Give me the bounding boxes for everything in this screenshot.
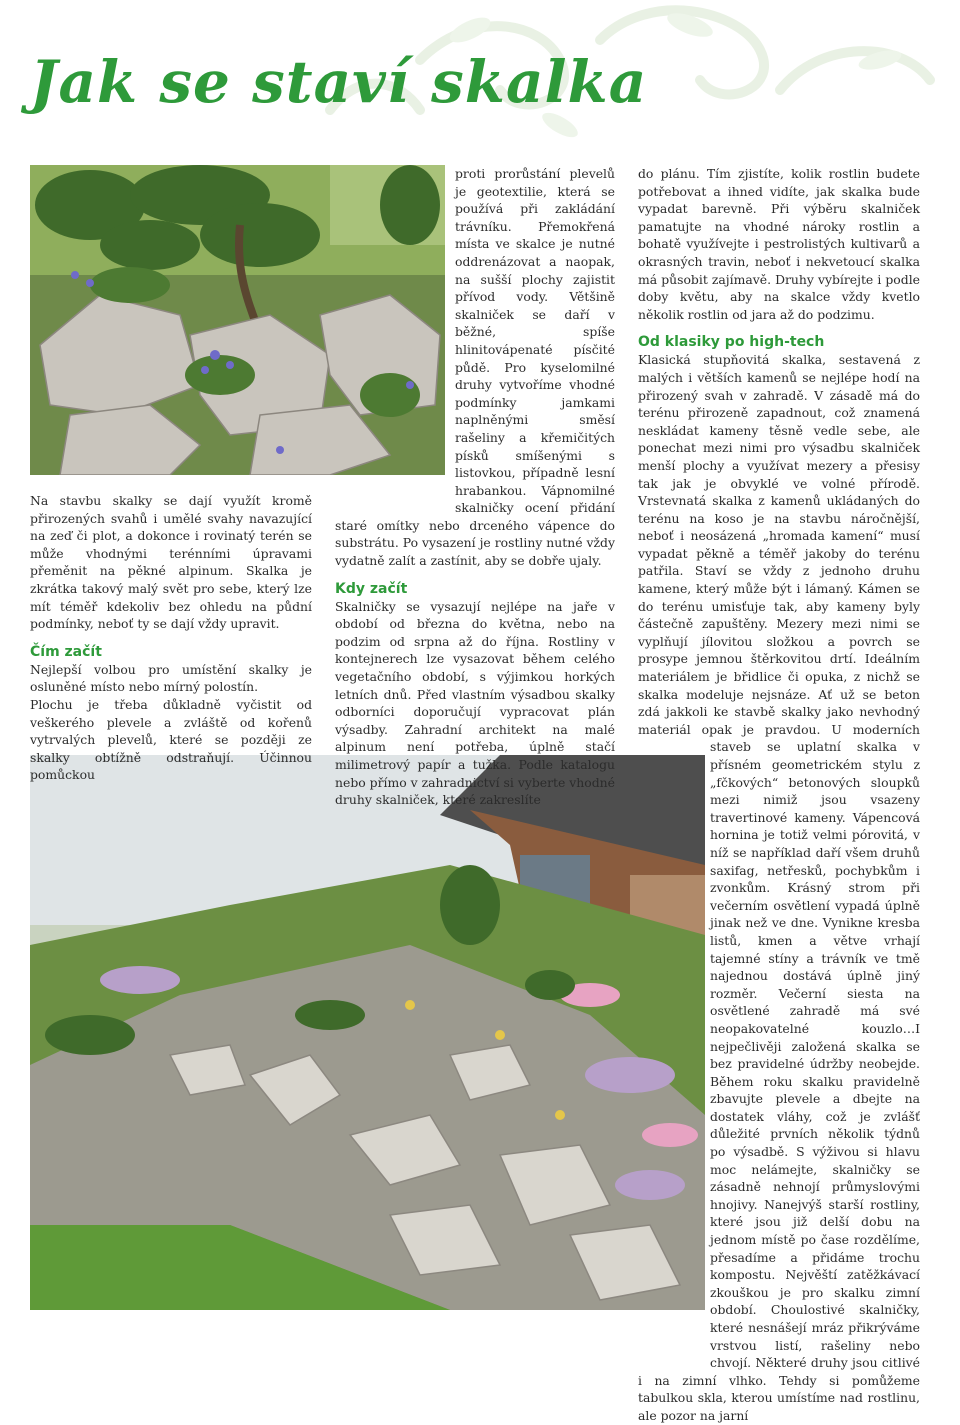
column-1	[30, 492, 312, 784]
column-3-paragraph-1: do plánu. Tím zjistíte, kolik rostlin budete potřebovat a ihned vidíte, jak skalka bude vypadat barevně. Při výběru skalniček pamatujte na vhodné nároky rostlin a bohatě využívejte i pestrolistých kultivarů a okrasných travin, neboť i nekvetoucí skalka má působit zajímavě. Druhy vybírejte i podle doby květu, aby na skalce vždy kvetlo několik rostlin od jara až do podzimu.	[638, 166, 920, 322]
column-2-paragraph-1: proti prorůstání plevelů je geotextilie, která se používá při zakládání trávníku. Přemokřená místa ve skalce je nutné oddrenázovat a naopak, na sušší plochy zajistit přívod vody. Většině skalniček se daří v běžné, spíše hlinitovápenaté písčité půdě. Pro kyselomilné druhy vytvoříme vhodné podmínky jamkami naplněnými směsí rašeliny a křemičitých písků smíšenými s listovkou, případně lesní hrabankou. Vápnomilné skalničky ocení přidání staré omítky nebo drceného vápence do substrátu. Po vysazení je rostliny nutné vždy vydatně zalít a zastínit, aby se dobře ujaly.	[335, 166, 615, 569]
page-title: Jak se staví skalka	[30, 48, 648, 116]
intro-paragraph: Na stavbu skalky se dají využít kromě přirozených svahů i umělé svahy navazující na zeď či plot, a dokonce i rovinatý terén se může vhodnými terénními úpravami přeměnit na pěkné alpinum. Skalka je zkrátka takový malý svět pro sebe, který lze mít téměř kdekoliv bez ohledu na půdní podmínky, neboť ty se dají vždy upravit.	[30, 493, 312, 632]
rock-garden-photo-bottom	[30, 755, 705, 1310]
column-3-paragraph-2	[638, 351, 920, 1424]
column-3	[638, 165, 920, 1425]
heading-od-klasiky: Od klasiky po high-tech	[638, 334, 825, 351]
body-paragraph: Plochu je třeba důkladně vyčistit od veškerého plevele a zvláště od kořenů vytrvalých plevelů, které se později ze skalky obtížně odstraňují. Účinnou pomůckou	[30, 696, 312, 783]
column-3-paragraph-2-text: Klasická stupňovitá skalka, sestavená z malých i větších kamenů se nejlépe hodí na přirozený svah v zahradě. V zásadě má do terénu přirozeně zapadnout, což znamená neskládat kameny těsně vedle sebe, ale ponechat mezi nimi pro výsadbu skalniček menší plochy a využívat mezery a přesisy tak jak je obvyklé ve volné přírodě. Vrstevnatá skalka z kamenů ukládaných do terénu na koso je na stavbu náročnější, neboť i neosázená „hromada kamení“ musí vypadat pěkně a téměř jakoby do terénu patřila. Staví se vždy z jednoho druhu kamene, který může být i lámaný. Kámen se do terénu umisťuje tak, aby kameny byly částečně zapuštěny. Mezery mezi nimi se vyplňují jílovitou složkou a povrch se prosype jemnou štěrkovitou drtí. Ideálním materiálem je břidlice či opuka, z nichž se skalka modeluje nejsnáze. Ať už se beton zdá jakkoli ke stavbě skalky jako nevhodný materiál opak je pravdou. U moderních staveb se uplatní skalka v přísném geometrickém stylu z „fčkových“ betonových sloupků mezi nimiž jsou vsazeny travertinové kameny. Vápencová hornina je totiž velmi pórovitá, v níž se například daří všem druhů saxifag, netřesků, pochybkům i zvonkům. Krásný strom při večerním osvětlení vypadá úplně jinak než ve dne. Vynikne kresba listů, kmen a větve vrhají tajemné stíny a trávník ve tmě najednou dostává úplně jiný rozměr. Večerní siesta na osvětlené zahradě má své neopakovatelné kouzlo…I nejpečlivěji založená skalka se bez pravidelné údržby neobejde. Během roku skalku pravidelně zbavujte plevele a dbejte na dostatek vláhy, což je zvlášť důležité prvních několik týdnů po výsadbě. S výživou si hlavu moc nelámejte, skalničky se zásadně nehnojí průmyslovými hnojivy. Nanejvýš starší rostliny, které jsou již delší dobu na jednom místě po čase rozdělíme, přesadíme a přidáme trochu kompostu. Nejvěští zatěžkávací zkouškou je pro skalku zimní období. Choulostivé skalničky, které nesnášejí mráz přikrýváme vrstvou listí, rašeliny nebo chvojí. Některé druhy jsou citlivé i na zimní vlhko. Tehdy si pomůžeme tabulkou skla, kterou umístíme nad rostlinu, ale pozor na jarní	[638, 352, 920, 1423]
heading-cim-zacit: Čím začít	[30, 643, 102, 660]
column-2-paragraph-2: Skalničky se vysazují nejlépe na jaře v období od března do května, nebo na podzim od srpna až do října. Rostliny v kontejnerech lze vysazovat během celého vegetačního období, s výjimkou horkých letních dnů. Před vlastním výsadbou skalky odborníci doporučují vypracovat plán výsadby. Zahradní architekt na malé alpinum není potřeba, úplně stačí milimetrový papír a tužka. Podle katalogu nebo přímo v zahradnictví si vyberte vhodné druhy skalniček, které zakreslíte	[335, 598, 615, 808]
subtitle-paragraph: Nejlepší volbou pro umístění skalky je osluněné místo nebo mírný polostín.	[30, 661, 312, 695]
heading-kdy-zacit: Kdy začít	[335, 580, 408, 597]
column-2	[335, 165, 615, 809]
